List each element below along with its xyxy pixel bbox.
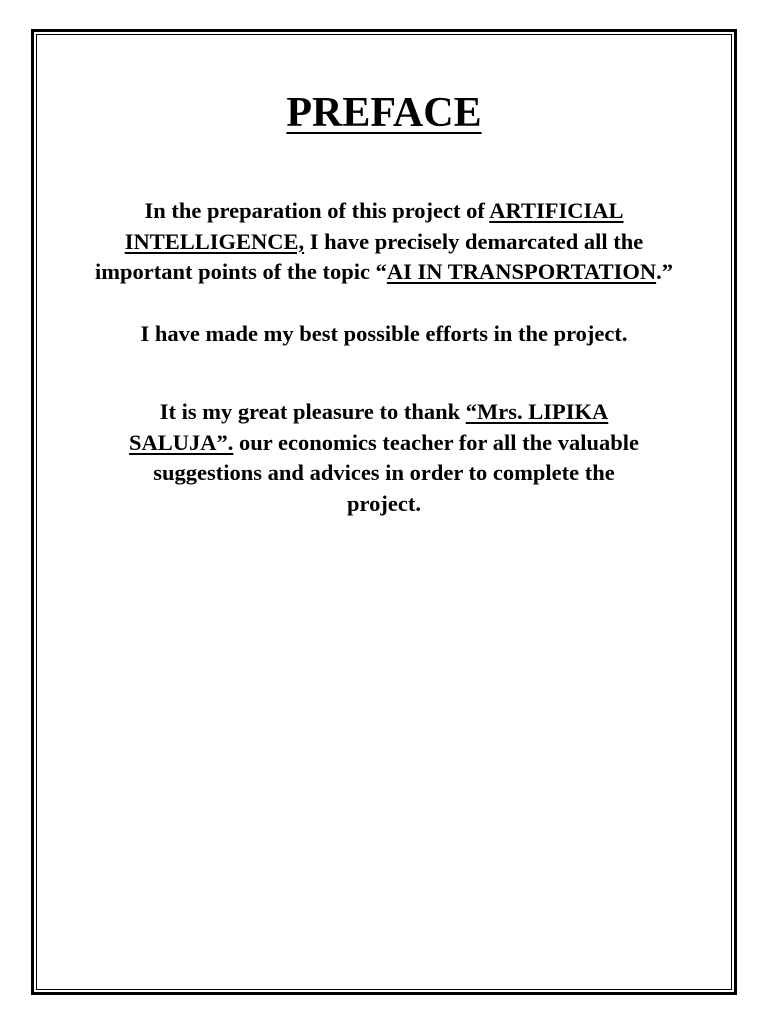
- intro-text-end: .”: [656, 259, 673, 284]
- intro-text-middle: I have precisely demarcated all the important points of the topic “: [94, 228, 644, 284]
- document-body: [40, 34, 728, 519]
- intro-text-start: In the preparation of this project of: [144, 198, 490, 223]
- subject-name: ARTIFICIAL INTELLIGENCE,: [124, 198, 624, 254]
- page-title: PREFACE: [286, 90, 482, 136]
- preface-paragraph-thanks: [40, 397, 728, 519]
- topic-name: AI IN TRANSPORTATION: [386, 259, 657, 284]
- thanks-text-start: It is my great pleasure to thank: [159, 399, 466, 424]
- preface-paragraph-effort: I have made my best possible efforts in the project.: [140, 320, 628, 346]
- thanks-text-end: our economics teacher for all the valuable suggestions and advices in order to complete the project.: [153, 429, 639, 516]
- teacher-name: “Mrs. LIPIKA SALUJA”.: [129, 399, 609, 455]
- preface-paragraph-intro: [40, 196, 728, 288]
